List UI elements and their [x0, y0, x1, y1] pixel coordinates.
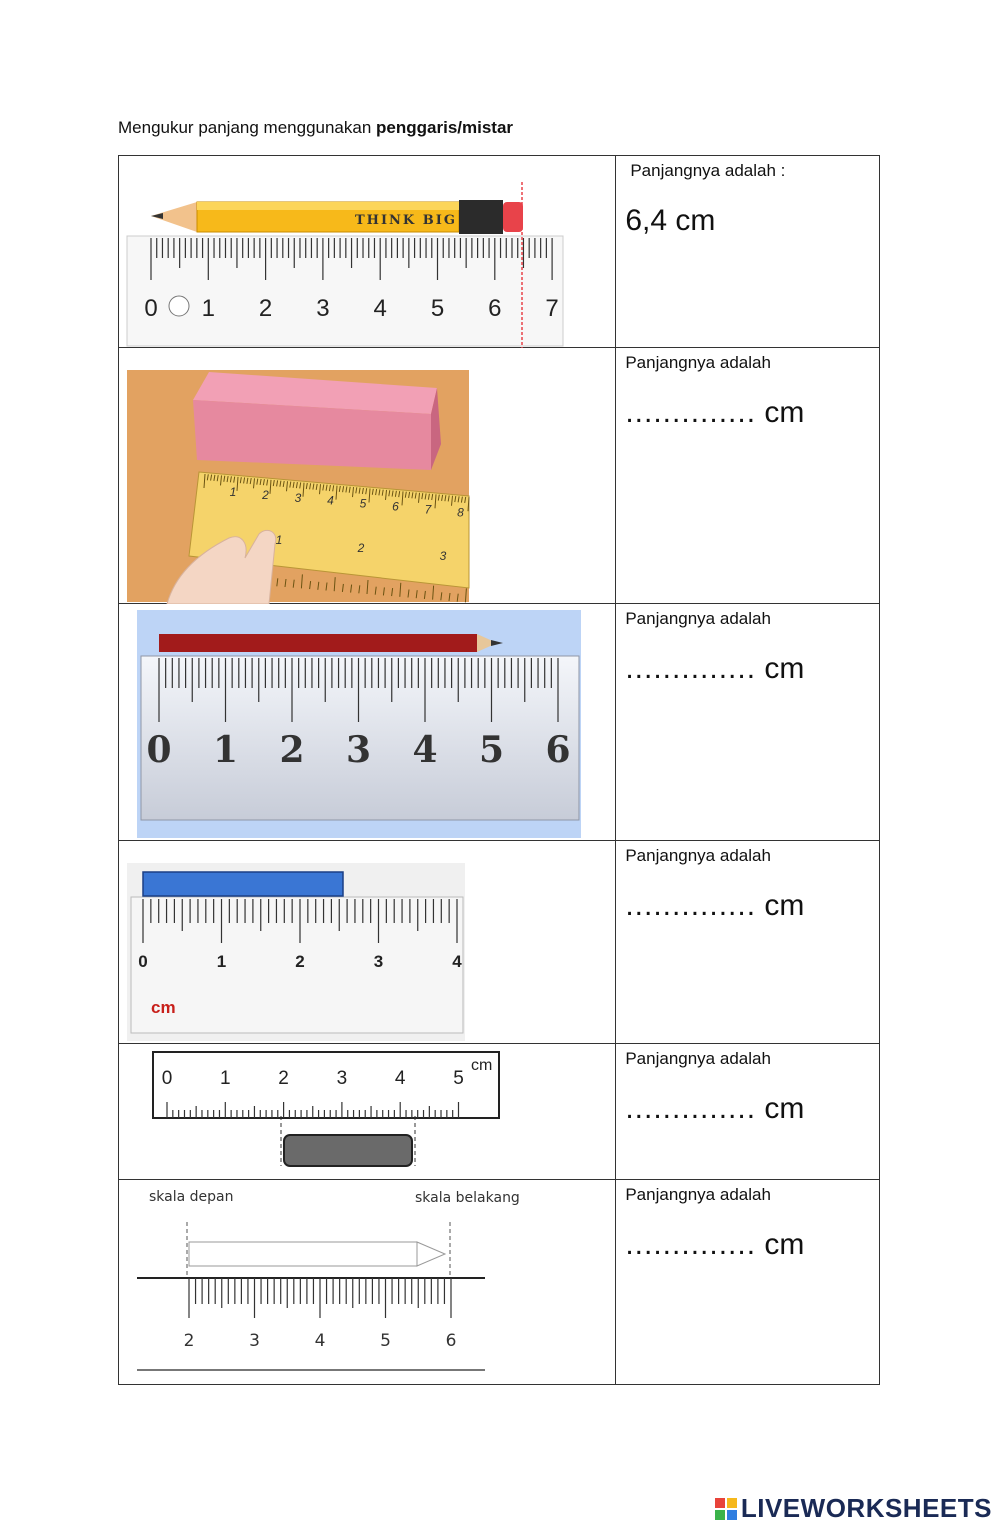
pencil-ruler-figure-1: [119, 156, 616, 348]
grey-block-ruler-figure: [119, 1044, 616, 1180]
table-row: [119, 604, 880, 841]
answer-field[interactable]: .............. cm: [625, 652, 805, 685]
ruler5-unit-label: cm: [471, 1057, 493, 1074]
front-scale-label: skala depan: [149, 1189, 234, 1205]
ruler-number: 0: [138, 952, 148, 971]
table-row: [119, 348, 880, 604]
measurement-table: [118, 155, 880, 1385]
ruler-number: 8: [457, 505, 464, 520]
ruler-number: 1: [229, 485, 237, 499]
ruler-number: 5: [359, 496, 367, 511]
figure-cell: [119, 1044, 616, 1180]
ruler-number: 3: [345, 729, 372, 771]
table-row: [119, 1044, 880, 1180]
figure-cell: [119, 1180, 616, 1385]
ruler-number: 6: [488, 295, 502, 322]
ruler-number: 6: [445, 1331, 457, 1351]
answer-cell: [616, 348, 880, 604]
ruler-number: 3: [373, 952, 384, 971]
ruler-number: 4: [327, 493, 334, 508]
pencil-brand-label: THINK BIG: [355, 213, 457, 228]
ruler-number: 3: [336, 1068, 348, 1089]
ruler-number: 0: [146, 729, 172, 771]
ruler-number: 2: [258, 295, 273, 322]
red-pencil-ruler-figure: [119, 604, 616, 841]
ruler-number: 6: [392, 499, 399, 514]
ruler-number: 3: [249, 1331, 260, 1351]
answer-value: 6,4 cm: [625, 204, 716, 237]
ruler-inch-number: 1: [275, 533, 283, 547]
figure-cell: [119, 348, 616, 604]
answer-cell: [616, 156, 880, 348]
ruler-number: 7: [424, 502, 432, 517]
blue-bar-ruler-figure: [119, 841, 616, 1044]
ruler4-unit-label: cm: [151, 998, 176, 1017]
question-label: Panjangnya adalah: [625, 1185, 771, 1204]
question-label: Panjangnya adalah: [625, 846, 771, 865]
ruler-number: 4: [394, 1068, 406, 1089]
ruler-number: 3: [294, 490, 302, 505]
answer-field[interactable]: .............. cm: [625, 396, 805, 429]
table-row: [119, 841, 880, 1044]
ruler-number: 5: [478, 729, 505, 771]
ruler-number: 4: [452, 952, 462, 971]
question-label: Panjangnya adalah: [625, 353, 771, 372]
ruler-inch-number: 3: [439, 549, 447, 563]
ruler-number: 5: [430, 295, 445, 322]
title-bold: penggaris/mistar: [376, 118, 514, 137]
ruler-number: 5: [453, 1068, 464, 1089]
ruler-number: 1: [212, 729, 239, 771]
answer-cell: [616, 1044, 880, 1180]
ruler-inch-number: 2: [357, 541, 365, 555]
ruler-number: 4: [412, 729, 438, 771]
ruler-number: 0: [144, 295, 158, 322]
logo-text: LIVEWORKSHEETS: [740, 1493, 992, 1523]
answer-field[interactable]: .............. cm: [625, 1228, 805, 1261]
ruler-number: 2: [262, 487, 269, 502]
ruler-number: 4: [373, 295, 387, 322]
answer-cell: [616, 604, 880, 841]
ruler-number: 2: [183, 1331, 195, 1351]
answer-cell: [616, 841, 880, 1044]
ruler-number: 3: [316, 295, 330, 322]
logo-icon: [715, 1498, 737, 1520]
ruler-number: 6: [545, 729, 571, 771]
ruler-number: 1: [201, 295, 215, 322]
answer-cell: [616, 1180, 880, 1385]
ruler-number: 2: [279, 729, 305, 771]
ruler-number: 1: [216, 952, 227, 971]
figure-cell: [119, 604, 616, 841]
ruler-number: 7: [545, 295, 559, 322]
ruler-number: 2: [295, 952, 305, 971]
figure-cell: [119, 156, 616, 348]
table-row: [119, 156, 880, 348]
question-label: Panjangnya adalah :: [630, 161, 786, 180]
eraser-ruler-figure: [119, 348, 616, 604]
answer-field[interactable]: .............. cm: [625, 1092, 805, 1125]
ruler-number: 2: [278, 1068, 289, 1089]
back-scale-label: skala belakang: [415, 1190, 520, 1206]
ruler-number: 5: [380, 1331, 391, 1351]
figure-cell: [119, 841, 616, 1044]
question-label: Panjangnya adalah: [625, 1049, 771, 1068]
ruler-number: 1: [220, 1068, 231, 1089]
ruler-number: 4: [314, 1331, 326, 1351]
question-label: Panjangnya adalah: [625, 609, 771, 628]
scale-reading-figure: [119, 1180, 616, 1385]
worksheet-title: Mengukur panjang menggunakan penggaris/mistar: [118, 118, 514, 137]
liveworksheets-logo: [715, 1493, 992, 1524]
answer-field[interactable]: .............. cm: [625, 889, 805, 922]
ruler-number: 0: [161, 1068, 173, 1089]
table-row: [119, 1180, 880, 1385]
